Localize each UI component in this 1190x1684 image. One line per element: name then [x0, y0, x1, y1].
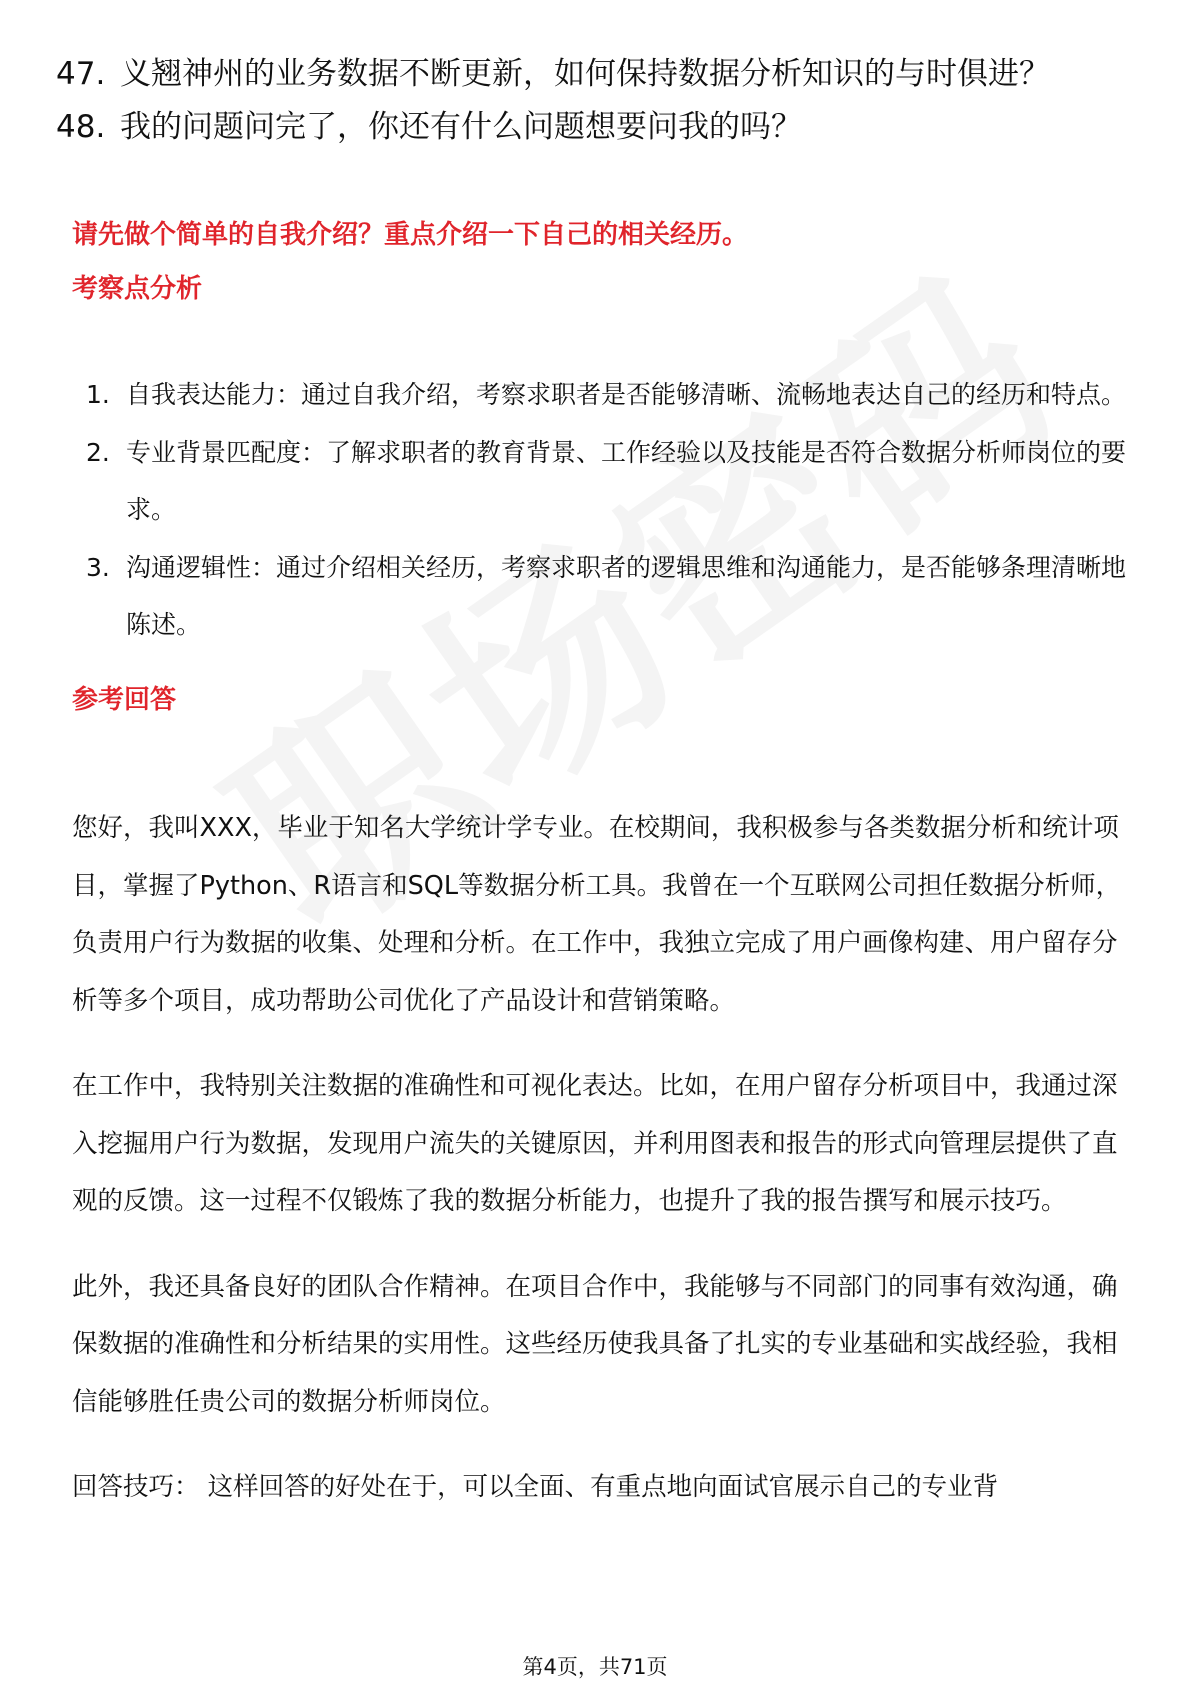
analysis-heading: 考察点分析: [72, 274, 203, 304]
answer-tip: 回答技巧： 这样回答的好处在于，可以全面、有重点地向面试官展示自己的专业背: [72, 1472, 999, 1502]
criteria-item: [86, 424, 1126, 538]
criteria-text: 专业背景匹配度：了解求职者的教育背景、工作经验以及技能是否符合数据分析师岗位的要求。: [126, 438, 1127, 524]
criteria-text: 自我表达能力：通过自我介绍，考察求职者是否能够清晰、流畅地表达自己的经历和特点。: [126, 380, 1127, 409]
criteria-number: 2.: [86, 438, 110, 467]
answer-paragraph: 在工作中，我特别关注数据的准确性和可视化表达。比如，在用户留存分析项目中，我通过深入挖掘用户行为数据，发现用户流失的关键原因，并利用图表和报告的形式向管理层提供了直观的反馈。这一过程不仅锻炼了我的数据分析能力，也提升了我的报告撰写和展示技巧。: [72, 1071, 1118, 1216]
criteria-item: [86, 539, 1126, 653]
question-list: [56, 54, 1116, 160]
question-text: 我的问题问完了，你还有什么问题想要问我的吗？: [120, 109, 802, 145]
criteria-number: 3.: [86, 553, 110, 582]
answer-paragraph: 此外，我还具备良好的团队合作精神。在项目合作中，我能够与不同部门的同事有效沟通，确保数据的准确性和分析结果的实用性。这些经历使我具备了扎实的专业基础和实战经验，我相信能够胜任贵公司的数据分析师岗位。: [72, 1271, 1118, 1417]
criteria-number: 1.: [86, 380, 110, 409]
question-number: 47.: [56, 56, 106, 92]
question-item: [56, 107, 1116, 148]
answer-paragraph: 您好，我叫XXX，毕业于知名大学统计学专业。在校期间，我积极参与各类数据分析和统计项目，掌握了Python、R语言和SQL等数据分析工具。我曾在一个互联网公司担任数据分析师，负责用户行为数据的收集、处理和分析。在工作中，我独立完成了用户画像构建、用户留存分析等多个项目，成功帮助公司优化了产品设计和营销策略。: [72, 813, 1122, 1016]
criteria-text: 沟通逻辑性：通过介绍相关经历，考察求职者的逻辑思维和沟通能力，是否能够条理清晰地陈述。: [126, 553, 1127, 639]
answer-body: [72, 800, 1122, 1545]
question-text: 义翘神州的业务数据不断更新，如何保持数据分析知识的与时俱进？: [120, 56, 1050, 92]
criteria-list: [86, 366, 1126, 654]
page-footer: 第4页，共71页: [522, 1655, 668, 1679]
section-question-heading: 请先做个简单的自我介绍？重点介绍一下自己的相关经历。: [72, 220, 749, 250]
question-number: 48.: [56, 109, 106, 145]
criteria-item: [86, 366, 1126, 423]
answer-heading: 参考回答: [72, 685, 177, 715]
question-item: [56, 54, 1116, 95]
